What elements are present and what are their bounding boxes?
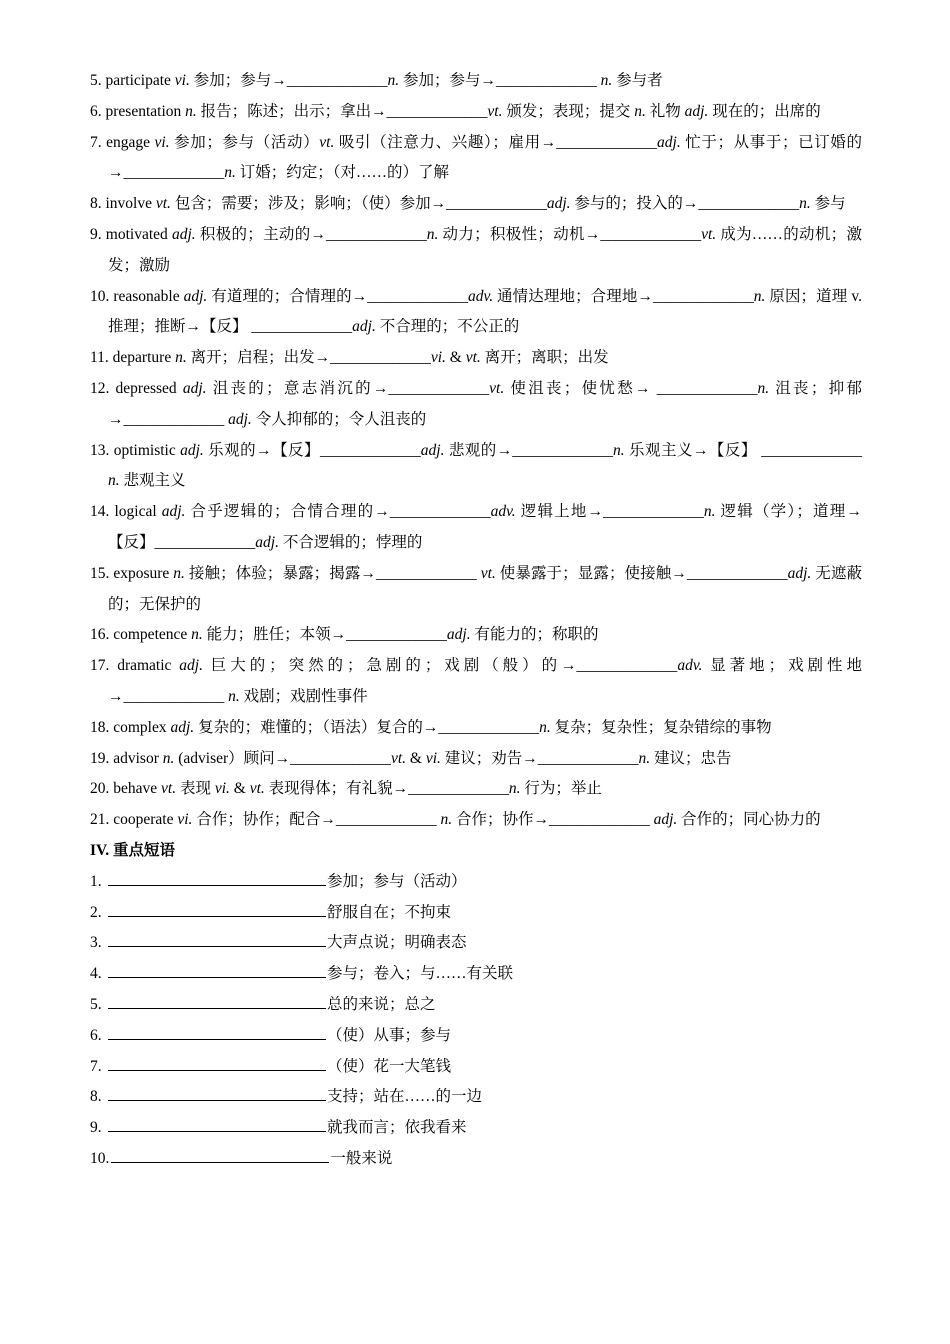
phrase-number: 3. <box>90 934 102 952</box>
vocab-entry: 19. advisor n. (adviser）顾问→_____________vt. & vi. 建议；劝告→_____________n. 建议；忠告 <box>90 749 732 767</box>
phrase-number: 1. <box>90 872 102 890</box>
phrase-item <box>90 1113 862 1144</box>
phrase-number: 2. <box>90 903 102 921</box>
phrase-number: 4. <box>90 965 102 983</box>
vocab-entry: 13. optimistic adj. 乐观的→【反】_____________adj. 悲观的→_____________n. 乐观主义→【反】 _____________ n. 悲观主义 <box>90 441 862 490</box>
phrase-item <box>90 898 862 929</box>
phrase-number: 10. <box>90 1149 110 1167</box>
answer-blank <box>108 1086 326 1101</box>
vocab-entry: 17. dramatic adj. 巨大的；突然的；急剧的；戏剧（般）的→_____________adv. 显著地；戏剧性地→_____________ n. 戏剧；戏剧性事件 <box>90 657 862 705</box>
answer-blank <box>108 1117 326 1132</box>
phrase-number: 5. <box>90 995 102 1013</box>
phrase-meaning: （使）从事；参与 <box>327 1026 452 1044</box>
vocabulary-list <box>90 66 862 836</box>
phrase-number: 9. <box>90 1119 102 1137</box>
phrase-item <box>90 990 862 1021</box>
answer-blank <box>108 902 326 917</box>
phrase-meaning: 参与；卷入；与……有关联 <box>327 965 514 983</box>
vocab-entry: 11. departure n. 离开；启程；出发→_____________vi. & vt. 离开；离职；出发 <box>90 349 609 367</box>
answer-blank <box>108 963 326 978</box>
answer-blank <box>111 1148 329 1163</box>
vocab-entry: 8. involve vt. 包含；需要；涉及；影响；（使）参加→_____________adj. 参与的；投入的→_____________n. 参与 <box>90 195 846 213</box>
vocab-entry: 10. reasonable adj. 有道理的；合情理的→_____________adv. 通情达理地；合理地→_____________n. 原因；道理 v. 推理；推断→【反】 _____________adj. 不合理的；不公正的 <box>90 287 862 336</box>
vocab-entry: 18. complex adj. 复杂的；难懂的；（语法）复合的→_____________n. 复杂；复杂性；复杂错综的事物 <box>90 718 772 736</box>
phrase-meaning: 支持；站在……的一边 <box>327 1088 483 1106</box>
section-title: IV. 重点短语 <box>90 841 175 859</box>
vocab-entry: 14. logical adj. 合乎逻辑的；合情合理的→_____________adv. 逻辑上地→_____________n. 逻辑（学）；道理→【反】_____________adj. 不合逻辑的；悖理的 <box>90 503 862 551</box>
vocab-entry: 20. behave vt. 表现 vi. & vt. 表现得体；有礼貌→_____________n. 行为；举止 <box>90 780 602 798</box>
answer-blank <box>108 1056 326 1071</box>
vocab-entry: 21. cooperate vi. 合作；协作；配合→_____________ n. 合作；协作→_____________ adj. 合作的；同心协力的 <box>90 811 821 829</box>
answer-blank <box>108 871 326 886</box>
phrase-item <box>90 1144 862 1175</box>
vocab-entry: 6. presentation n. 报告；陈述；出示；拿出→_____________vt. 颁发；表现；提交 n. 礼物 adj. 现在的；出席的 <box>90 102 821 120</box>
answer-blank <box>108 932 326 947</box>
phrase-meaning: 就我而言；依我看来 <box>327 1119 467 1137</box>
phrase-item <box>90 1082 862 1113</box>
phrase-meaning: 舒服自在；不拘束 <box>327 903 452 921</box>
answer-blank <box>108 1025 326 1040</box>
phrase-number: 7. <box>90 1057 102 1075</box>
vocab-entry: 12. depressed adj. 沮丧的；意志消沉的→_____________vt. 使沮丧；使忧愁→ _____________n. 沮丧；抑郁→_____________ adj. 令人抑郁的；令人沮丧的 <box>90 379 862 428</box>
phrase-meaning: 一般来说 <box>330 1149 393 1167</box>
vocab-entry: 7. engage vi. 参加；参与（活动）vt. 吸引（注意力、兴趣）；雇用→_____________adj. 忙于；从事于；已订婚的→_____________n. 订婚；约定；（对……的）了解 <box>90 133 862 182</box>
phrase-meaning: 大声点说；明确表态 <box>327 934 467 952</box>
phrase-item <box>90 1052 862 1083</box>
phrase-item <box>90 959 862 990</box>
answer-blank <box>108 994 326 1009</box>
phrase-list <box>90 867 862 1175</box>
phrase-number: 8. <box>90 1088 102 1106</box>
vocab-entry: 16. competence n. 能力；胜任；本领→_____________adj. 有能力的；称职的 <box>90 626 599 644</box>
phrase-meaning: 参加；参与（活动） <box>327 872 467 890</box>
phrase-number: 6. <box>90 1026 102 1044</box>
phrase-item <box>90 867 862 898</box>
worksheet-page <box>90 66 862 1175</box>
phrase-item <box>90 1021 862 1052</box>
vocab-entry: 15. exposure n. 接触；体验；暴露；揭露→_____________ vt. 使暴露于；显露；使接触→_____________adj. 无遮蔽的；无保护的 <box>90 564 862 613</box>
vocab-entry: 5. participate vi. 参加；参与→_____________n. 参加；参与→_____________ n. 参与者 <box>90 72 663 89</box>
phrase-item <box>90 928 862 959</box>
phrase-meaning: 总的来说；总之 <box>327 995 436 1013</box>
phrase-meaning: （使）花一大笔钱 <box>327 1057 452 1075</box>
vocab-entry: 9. motivated adj. 积极的；主动的→_____________n. 动力；积极性；动机→_____________vt. 成为……的动机；激发；激励 <box>90 225 862 274</box>
